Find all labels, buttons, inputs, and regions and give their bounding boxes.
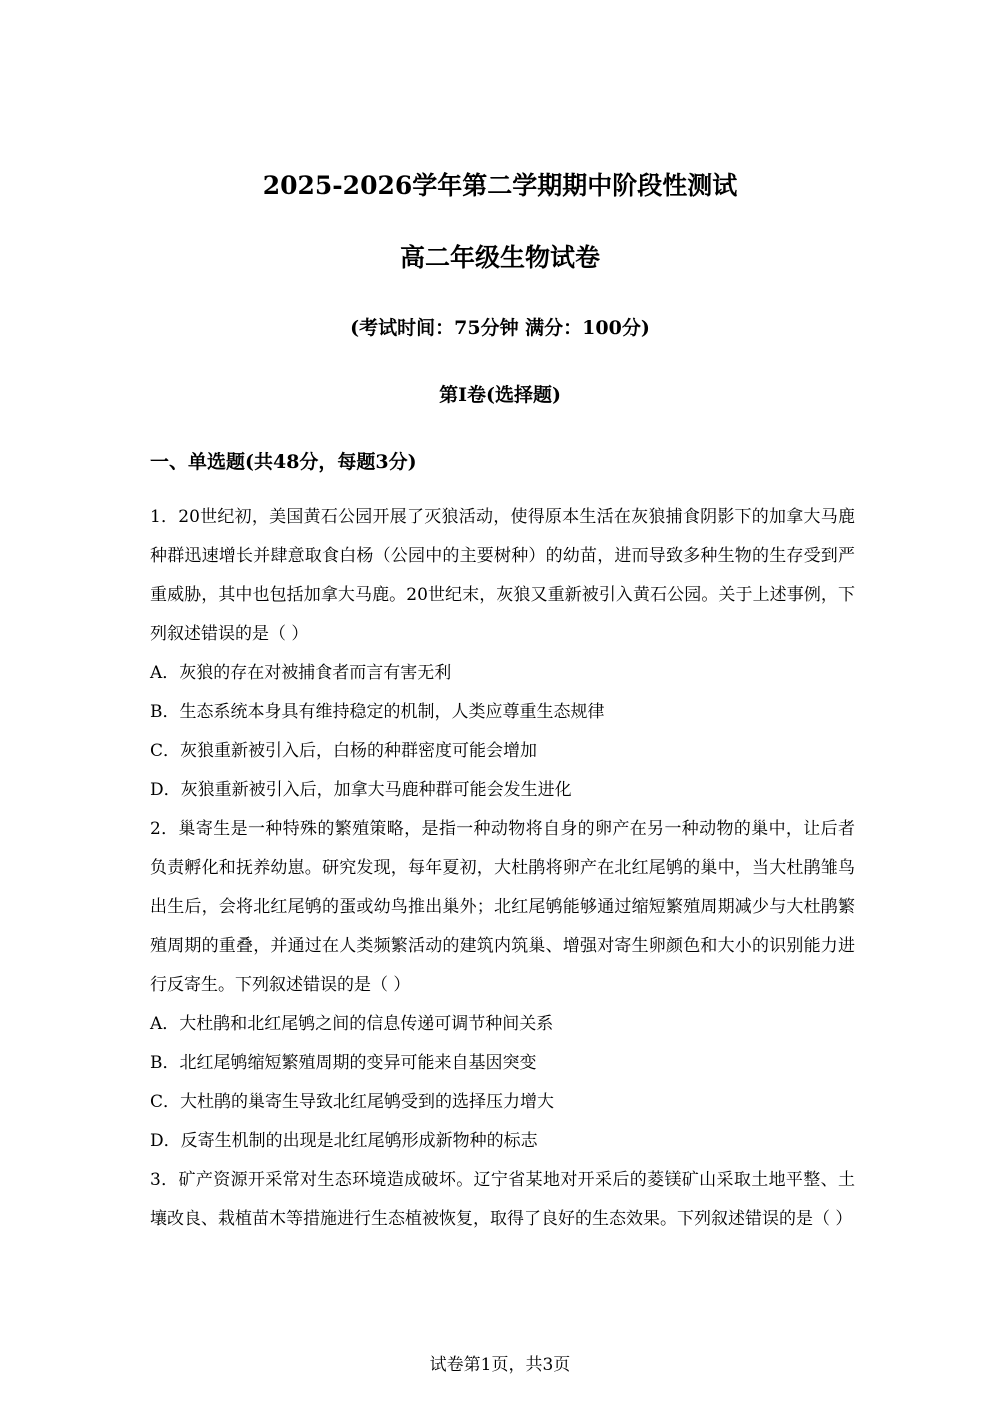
section-heading: 一、单选题(共48分，每题3分)	[150, 451, 417, 473]
exam-subtitle: 高二年级生物试卷	[399, 243, 600, 272]
volume-heading: 第I卷(选择题)	[439, 384, 561, 406]
question-3	[150, 1161, 855, 1239]
exam-info: (考试时间：75分钟 满分：100分)	[350, 317, 650, 339]
page-footer: 试卷第1页，共3页	[429, 1355, 571, 1375]
exam-title: 2025-2026学年第二学期期中阶段性测试	[262, 171, 738, 200]
option-c: C．大杜鹃的巢寄生导致北红尾鸲受到的选择压力增大	[150, 1092, 555, 1112]
option-a: A．大杜鹃和北红尾鸲之间的信息传递可调节种间关系	[150, 1014, 554, 1034]
question-1	[150, 498, 855, 810]
option-a: A．灰狼的存在对被捕食者而言有害无利	[150, 663, 452, 683]
option-d: D．灰狼重新被引入后，加拿大马鹿种群可能会发生进化	[150, 780, 572, 800]
option-b: B．北红尾鸲缩短繁殖周期的变异可能来自基因突变	[150, 1053, 537, 1073]
option-b: B．生态系统本身具有维持稳定的机制，人类应尊重生态规律	[150, 702, 605, 722]
option-c: C．灰狼重新被引入后，白杨的种群密度可能会增加	[150, 741, 538, 761]
question-stem: 2．巢寄生是一种特殊的繁殖策略，是指一种动物将自身的卵产在另一种动物的巢中，让后者负责孵化和抚养幼崽。研究发现，每年夏初，大杜鹃将卵产在北红尾鸲的巢中，当大杜鹃雏鸟出生后，会将北红尾鸲的蛋或幼鸟推出巢外；北红尾鸲能够通过缩短繁殖周期减少与大杜鹃繁殖周期的重叠，并通过在人类频繁活动的建筑内筑巢、增强对寄生卵颜色和大小的识别能力进行反寄生。下列叙述错误的是（ ）	[150, 819, 855, 995]
question-2	[150, 810, 855, 1161]
question-stem: 1．20世纪初，美国黄石公园开展了灭狼活动，使得原本生活在灰狼捕食阴影下的加拿大马鹿种群迅速增长并肆意取食白杨（公园中的主要树种）的幼苗，进而导致多种生物的生存受到严重威胁，其中也包括加拿大马鹿。20世纪末，灰狼又重新被引入黄石公园。关于上述事例，下列叙述错误的是（ ）	[150, 507, 855, 644]
option-d: D．反寄生机制的出现是北红尾鸲形成新物种的标志	[150, 1131, 538, 1151]
question-stem: 3．矿产资源开采常对生态环境造成破坏。辽宁省某地对开采后的菱镁矿山采取土地平整、土壤改良、栽植苗木等措施进行生态植被恢复，取得了良好的生态效果。下列叙述错误的是（ ）	[150, 1170, 855, 1229]
questions-body	[150, 498, 855, 1239]
